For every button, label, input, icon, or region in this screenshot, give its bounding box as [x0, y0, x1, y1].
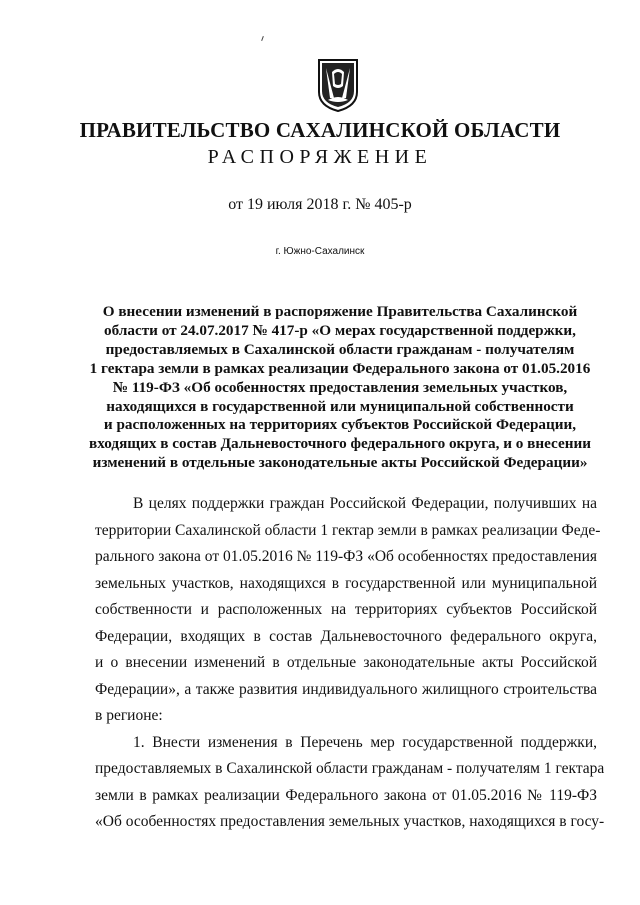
document-date-number: от 19 июля 2018 г. № 405-р — [228, 196, 412, 213]
government-title: ПРАВИТЕЛЬСТВО САХАЛИНСКОЙ ОБЛАСТИ — [79, 118, 561, 142]
sakhalin-coat-of-arms-icon — [316, 58, 360, 112]
body-line: собственности и расположенных на территориях субъектов Российской — [95, 601, 597, 618]
document-city: г. Южно-Сахалинск — [275, 246, 365, 257]
heading-line: О внесении изменений в распоряжение Правительства Сахалинской — [102, 303, 578, 320]
body-line: и о внесении изменений в отдельные законодательные акты Российской — [95, 654, 597, 671]
body-line: 1. Внести изменения в Перечень мер государственной поддержки, — [133, 733, 597, 751]
body-line: в регионе: — [95, 707, 163, 724]
document-type: РАСПОРЯЖЕНИЕ — [207, 146, 433, 168]
body-line: «Об особенностях предоставления земельных участков, находящихся в госу- — [95, 813, 605, 830]
heading-line: № 119-ФЗ «Об особенностях предоставления земельных участков, — [112, 378, 568, 396]
body-line: земли в рамках реализации Федерального закона от 01.05.2016 № 119-ФЗ — [95, 786, 597, 804]
body-line: земельных участков, находящихся в государственной или муниципальной — [95, 574, 597, 592]
document-body — [95, 491, 605, 836]
heading-line: находящихся в государственной или муниципальной собственности — [106, 397, 574, 415]
body-line: В целях поддержки граждан Российской Федерации, получивших на — [133, 495, 597, 512]
body-line: территории Сахалинской области 1 гектар земли в рамках реализации Феде- — [95, 521, 601, 539]
heading-line: области от 24.07.2017 № 417-р «О мерах государственной поддержки, — [104, 321, 576, 339]
document-heading — [80, 303, 600, 473]
body-line: рального закона от 01.05.2016 № 119-ФЗ «Об особенностях предоставления — [95, 548, 597, 565]
heading-line: изменений в отдельные законодательные акты Российской Федерации» — [92, 454, 588, 472]
heading-line: и расположенных на территориях субъектов Российской Федерации, — [103, 416, 577, 434]
body-line: Федерации, входящих в состав Дальневосточного федерального округа, — [95, 627, 597, 645]
heading-line: входящих в состав Дальневосточного федерального округа, и о внесении — [89, 435, 591, 453]
heading-line: предоставляемых в Сахалинской области гражданам - получателям — [105, 340, 575, 358]
body-line: Федерации», а также развития индивидуального жилищного строительства — [95, 680, 597, 698]
scan-mark — [261, 36, 264, 41]
heading-line: 1 гектара земли в рамках реализации Федерального закона от 01.05.2016 — [89, 359, 591, 377]
body-line: предоставляемых в Сахалинской области гражданам - получателям 1 гектара — [95, 760, 605, 777]
